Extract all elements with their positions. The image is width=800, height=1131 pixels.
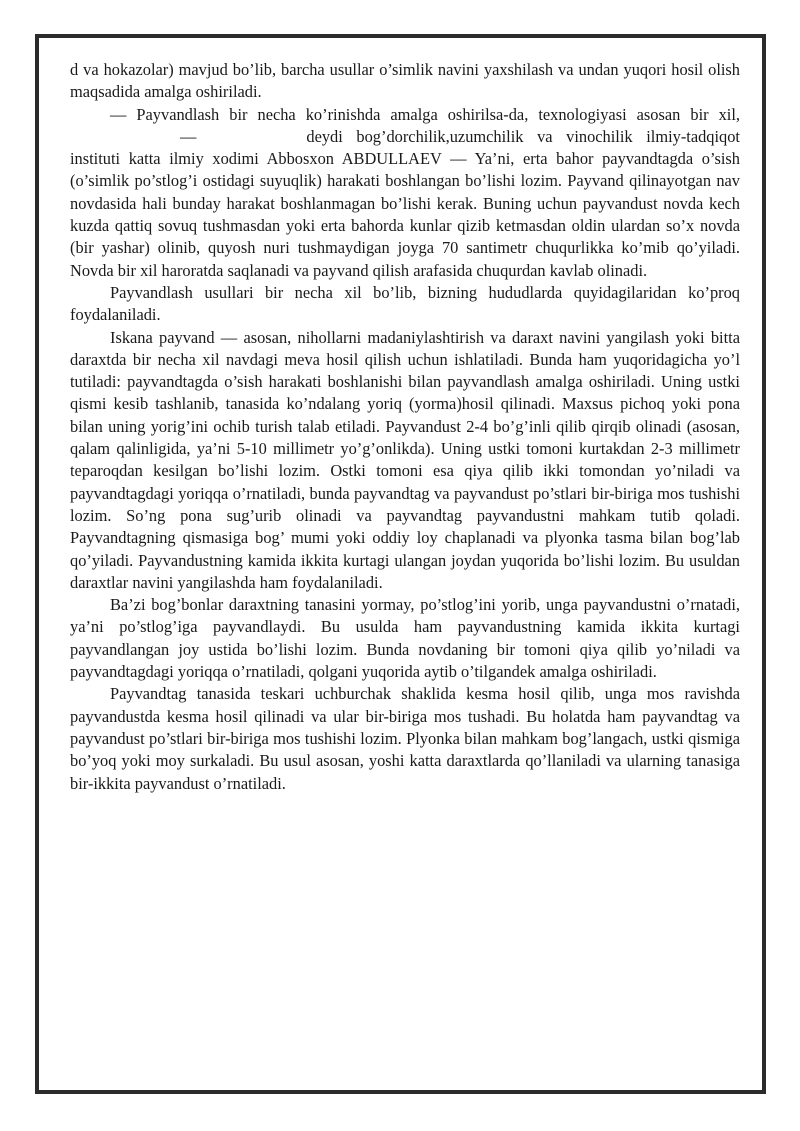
paragraph-triangle-cut: Payvandtag tanasida teskari uchburchak shaklida kesma hosil qilib, unga mos ravishda payvandustda kesma hosil qilinadi va ular bir-biriga mos tushadi. Bu holatda ham payvandtag va payvandust po’stlari bir-biriga mos tushishi lozim. Plyonka bilan mahkam bog’langach, ustki qismiga bo’yoq yoki moy surkaladi. Bu usul asosan, yoshi katta daraxtlarda qo’llaniladi va ularning tanasiga bir-ikkita payvandust o’rnatiladi. [70, 684, 740, 793]
quote-text-rest: deydi bog’dorchilik,uzumchilik va vinochilik ilmiy-tadqiqot instituti katta ilmiy xodimi Abbosxon ABDULLAEV — Ya’ni, erta bahor payvandtagda o’sish (o’simlik po’stlog’i ostidagi suyuqlik) harakati boshlangan bo’lishi lozim. Payvand qilinayotgan nav novdasida hali bunday harakat boshlanmagan bo’lishi kerak. Buning uchun payvandust novda kech kuzda qattiq sovuq tushmasdan yoki erta bahorda kunlar qizib ketmasdan oldin ulardan so’x novda (bir yashar) olinib, quyosh nuri tushmaydigan joyga 70 santimetr chuqurlikka ko’mib qo’yiladi. Novda bir xil haroratda saqlanadi va payvand qilish arafasida chuqurdan kavlab olinadi. [70, 126, 740, 280]
paragraph-iskana-payvand: Iskana payvand — asosan, nihollarni madaniylashtirish va daraxt navini yangilash yoki bitta daraxtda bir necha xil navdagi meva hosil qilish uchun ishlatiladi. Bunda ham yuqoridagicha yo’l tutiladi: payvandtagda o’sish harakati boshlanishi bilan payvandlash amalga oshiriladi. Uning ustki qismi kesib tashlanib, tanasida ko’ndalang yoriq (yorma)hosil qilinadi. Maxsus pichoq yoki pona bilan uning yorig’ini ochib turish talab etiladi. Payvandust 2-4 bo’g’inli qilib qirqib olinadi (asosan, qalam qalinligida, ya’ni 5-10 millimetr yo’g’onlikda). Uning ustki tomoni kurtakdan 2-3 millimetr teparoqdan kesilgan bo’lishi lozim. Ostki tomoni esa qiya qilib ikki tomondan yo’niladi va payvandtagdagi yoriqqa o’rnatiladi, bunda payvandtag va payvandust po’stlari bir-biriga mos tushishi lozim. So’ng pona sug’urib olinadi va payvandtag payvandustni mahkam tutib qoladi. Payvandtagning qismasiga bog’ mumi yoki oddiy loy chaplanadi va plyonka tasma bilan bog’lab qo’yiladi. Payvandustning kamida ikkita kurtagi ulangan joydan yuqorida bo’lishi lozim. Bu usuldan daraxtlar navini yangilashda ham foydalaniladi. [70, 327, 740, 592]
paragraph-bark-grafting: Ba’zi bog’bonlar daraxtning tanasini yormay, po’stlog’ini yorib, unga payvandustni o’rnatadi, ya’ni po’stlog’iga payvandlaydi. Bu usulda ham payvandustning kamida ikkita kurtagi payvandlangan joy ustida bo’lishi lozim. Bunda novdaning bir tomoni qiya qilib yo’niladi va payvandtagdagi yoriqqa o’rnatiladi, qolgani yuqorida aytib o’tilgandek amalga oshiriladi. [70, 595, 740, 682]
quote-text-start: — Payvandlash bir necha ko’rinishda amalga oshirilsa-da, texnologiyasi asosan bir xil, [110, 104, 740, 124]
paragraph-methods-intro: Payvandlash usullari bir necha xil bo’lib, bizning hududlarda quyidagilaridan ko’proq foydalaniladi. [70, 282, 740, 325]
paragraph-quote [70, 104, 740, 282]
paragraph-continued: d va hokazolar) mavjud bo’lib, barcha usullar o’simlik navini yaxshilash va undan yuqori hosil olish maqsadida amalga oshiriladi. [70, 60, 740, 102]
document-body [70, 59, 740, 795]
quote-dash: — [180, 126, 197, 146]
